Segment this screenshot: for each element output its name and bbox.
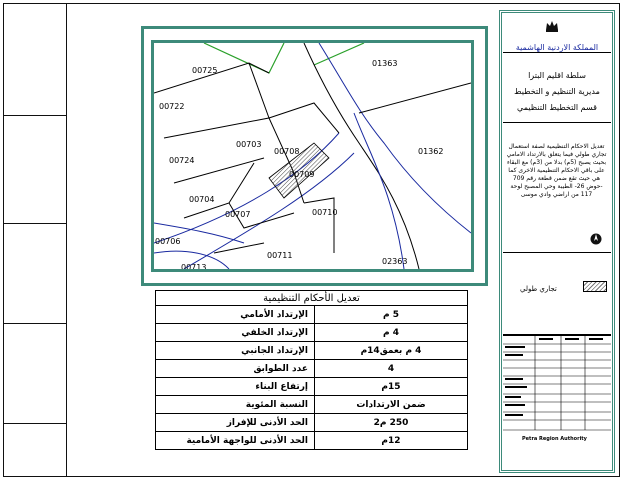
row-label: الإرتداد الجانبي (156, 342, 315, 360)
department-title: قسم التخطيط التنظيمي (517, 103, 597, 112)
row-value: 4 م (315, 324, 468, 342)
title-divider (503, 122, 611, 123)
amendment-note: تعديل الاحكام التنظيمية لصفة استعمال تجاري طولي فيما يتعلق بالارتداد الامامي بحيث يصبح (5م) بدلا من (3م) مع البقاء على باقي الاحكام التنظيمية الاخرى كما هي حيث تقع ضمن قطعة رقم 709 -حوض 26- الطيبة وحي المصبح لوحة 117 من اراضي وادي موسى (506, 143, 607, 198)
parcel-label: 02363 (382, 257, 408, 266)
left-divider (3, 323, 66, 324)
title-divider (503, 52, 611, 53)
kingdom-title: المملكة الاردنية الهاشمية (515, 43, 599, 52)
parcel-label: 01363 (372, 59, 398, 68)
row-label: عدد الطوابق (156, 360, 315, 378)
north-arrow-icon (590, 233, 602, 245)
table-row (156, 324, 468, 342)
parcel-label: 00708 (274, 147, 300, 156)
table-row (156, 342, 468, 360)
row-label: الإرتداد الخلفي (156, 324, 315, 342)
left-margin-strip (3, 3, 67, 477)
title-divider (503, 252, 611, 253)
row-value: 5 م (315, 306, 468, 324)
parcel-label: 00709 (289, 170, 315, 179)
row-label: إرتفاع البناء (156, 378, 315, 396)
parcel-label: 00722 (159, 102, 185, 111)
parcel-label: 00713 (181, 263, 207, 272)
row-label: النسبة المئوية (156, 396, 315, 414)
table-row (156, 306, 468, 324)
left-divider (3, 115, 66, 116)
legend-swatch-commercial (583, 281, 607, 292)
table-row (156, 360, 468, 378)
table-row (156, 414, 468, 432)
map-drawing (154, 43, 471, 269)
parcel-label: 00707 (225, 210, 251, 219)
authority-title: سلطة اقليم البترا (528, 71, 586, 80)
parcel-label: 00725 (192, 66, 218, 75)
row-value: 12م (315, 432, 468, 450)
table-row (156, 396, 468, 414)
parcel-label: 00703 (236, 140, 262, 149)
regulations-table (155, 290, 468, 450)
row-value: 15م (315, 378, 468, 396)
parcel-label: 00710 (312, 208, 338, 217)
table-row (156, 378, 468, 396)
row-label: الحد الأدنى للإفراز (156, 414, 315, 432)
left-divider (3, 223, 66, 224)
left-divider (3, 423, 66, 424)
directorate-title: مديرية التنظيم و التخطيط (514, 87, 600, 96)
row-value: 250 م2 (315, 414, 468, 432)
parcel-label: 00704 (189, 195, 215, 204)
table-row (156, 432, 468, 450)
cadastral-map[interactable] (151, 40, 474, 272)
row-value: ضمن الارتدادات (315, 396, 468, 414)
parcel-label: 00724 (169, 156, 195, 165)
parcel-label: 01362 (418, 147, 444, 156)
parcel-label: 00706 (155, 237, 181, 246)
row-label: الحد الأدنى للواجهة الأمامية (156, 432, 315, 450)
regulations-title: تعديل الأحكام التنظيمية (156, 291, 468, 306)
row-label: الإرتداد الأمامي (156, 306, 315, 324)
row-value: 4 م بعمق14م (315, 342, 468, 360)
authority-english: Petra Region Authority (522, 436, 587, 442)
row-value: 4 (315, 360, 468, 378)
crown-emblem-icon (544, 18, 560, 34)
parcel-label: 00711 (267, 251, 293, 260)
legend-label: تجاري طولي (520, 285, 557, 293)
